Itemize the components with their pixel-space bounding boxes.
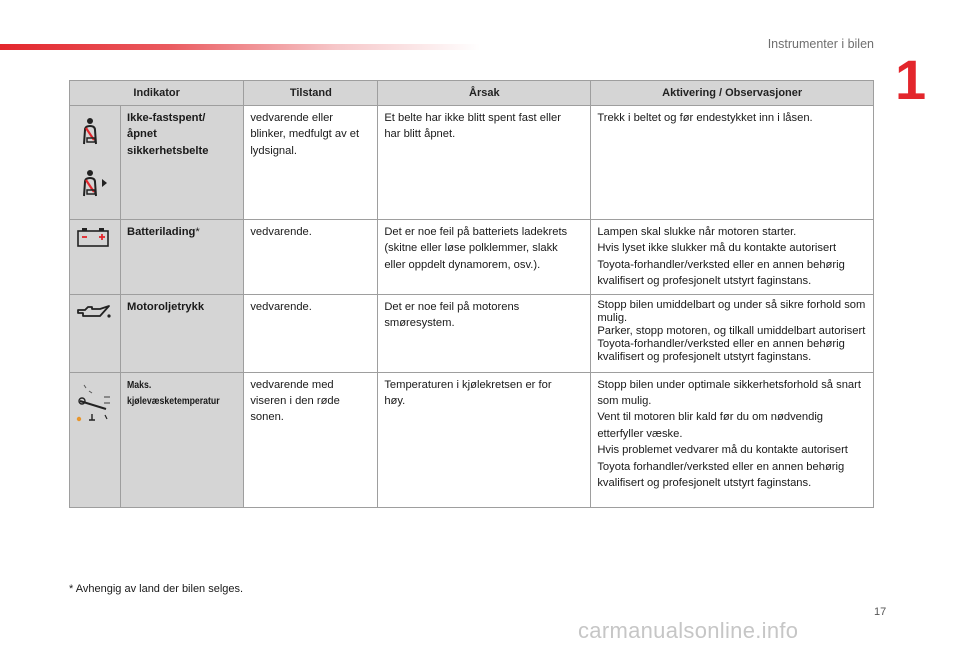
cause-line: har blitt åpnet. (384, 128, 456, 141)
state-line: vedvarende eller (250, 112, 334, 124)
column-header-indikator: Indikator (70, 81, 244, 106)
watermark: carmanualsonline.info (578, 618, 799, 643)
cause-line: Det er noe feil på motorens (384, 300, 520, 313)
battery-charge-icon (76, 226, 110, 248)
column-header-aktivering: Aktivering / Observasjoner (591, 81, 874, 106)
oil-pressure-icon (76, 301, 112, 323)
indicator-icon-cell (70, 372, 121, 507)
indicator-state (244, 294, 378, 372)
indicator-table (69, 80, 874, 508)
action-line: kvalifisert og profesjonelt utstyrt faginstans. (597, 477, 812, 490)
cause-line: eller oppdelt dynamorem, osv.). (384, 258, 541, 271)
column-header-tilstand: Tilstand (244, 81, 378, 106)
state-line: blinker, medfulgt av et (250, 128, 360, 141)
action-line: Toyota forhandler/verksted eller en annen behørig (597, 460, 845, 473)
cause-line: Det er noe feil på batteriets ladekrets (384, 226, 568, 238)
table-row (70, 220, 874, 295)
page-number: 17 (874, 606, 887, 618)
indicator-name (121, 106, 244, 220)
state-line: viseren i den røde (250, 395, 340, 408)
indicator-name (121, 220, 244, 295)
state-line: sonen. (250, 411, 284, 424)
indicator-name-line: åpnet (127, 128, 157, 141)
indicator-name-line: Maks. (127, 379, 152, 391)
indicator-state (244, 372, 378, 507)
chapter-number: 1 (895, 48, 927, 111)
table-header-row (70, 81, 874, 106)
indicator-name-line: kjølevæsketemperatur (127, 396, 220, 408)
action-line: kvalifisert og profesjonelt utstyrt faginstans. (597, 350, 812, 363)
indicator-action (591, 106, 874, 220)
indicator-name-text: Batterilading (127, 226, 196, 238)
action-line: Stopp bilen under optimale sikkerhetsforhold så snart (597, 378, 861, 391)
indicator-action (591, 294, 874, 372)
indicator-icon-cell (70, 106, 121, 220)
column-header-arsak: Årsak (378, 81, 591, 106)
state-line: vedvarende. (250, 300, 312, 313)
indicator-action (591, 372, 874, 507)
chapter-title: Instrumenter i bilen (767, 37, 874, 51)
indicator-name: Motoroljetrykk (121, 294, 244, 372)
action-line: etterfyller væske. (597, 427, 683, 440)
indicator-cause (378, 106, 591, 220)
action-line: Lampen skal slukke når motoren starter. (597, 226, 797, 238)
action-line: Hvis problemet vedvarer må du kontakte autorisert (597, 444, 848, 457)
indicator-cause (378, 294, 591, 372)
seatbelt-unfastened-icon (76, 168, 110, 198)
action-line: Hvis lyset ikke slukker må du kontakte autorisert (597, 242, 837, 255)
chapter-accent-bar (0, 44, 480, 50)
indicator-state (244, 106, 378, 220)
indicator-action (591, 220, 874, 295)
action-line: Stopp bilen umiddelbart og under så sikre forhold som (597, 298, 866, 311)
action-line: Trekk i beltet og før endestykket inn i låsen. (597, 112, 813, 124)
table-row (70, 294, 874, 372)
indicator-name (121, 372, 244, 507)
indicator-icon-cell (70, 294, 121, 372)
indicator-name-line: sikkerhetsbelte (127, 144, 209, 157)
cause-line: smøresystem. (384, 317, 455, 330)
footnote-marker: * (195, 226, 200, 238)
coolant-temperature-gauge-icon (76, 381, 114, 425)
indicator-icon-cell (70, 220, 121, 295)
cause-line: Et belte har ikke blitt spent fast eller (384, 112, 561, 124)
action-line: kvalifisert og profesjonelt utstyrt faginstans. (597, 275, 812, 288)
action-line: mulig. (597, 311, 628, 324)
state-line: vedvarende med (250, 378, 334, 391)
cause-line: (skitne eller løse polklemmer, slakk (384, 242, 558, 255)
cause-line: Temperaturen i kjølekretsen er for (384, 378, 552, 391)
table-row (70, 372, 874, 507)
cause-line: høy. (384, 395, 406, 408)
table-row (70, 106, 874, 220)
action-line: som mulig. (597, 395, 652, 408)
action-line: Parker, stopp motoren, og tilkall umiddelbart autorisert (597, 324, 866, 337)
seatbelt-unfastened-icon (76, 116, 106, 146)
indicator-cause (378, 372, 591, 507)
action-line: Toyota-forhandler/verksted eller en annen behørig (597, 337, 845, 350)
action-line: Vent til motoren blir kald før du om nødvendig (597, 411, 824, 424)
footnote: * Avhengig av land der bilen selges. (69, 583, 244, 595)
indicator-name-line: Ikke-fastspent/ (127, 112, 206, 124)
indicator-cause (378, 220, 591, 295)
action-line: Toyota-forhandler/verksted eller en annen behørig (597, 258, 845, 271)
state-line: vedvarende. (250, 226, 312, 238)
indicator-state (244, 220, 378, 295)
state-line: lydsignal. (250, 144, 297, 157)
